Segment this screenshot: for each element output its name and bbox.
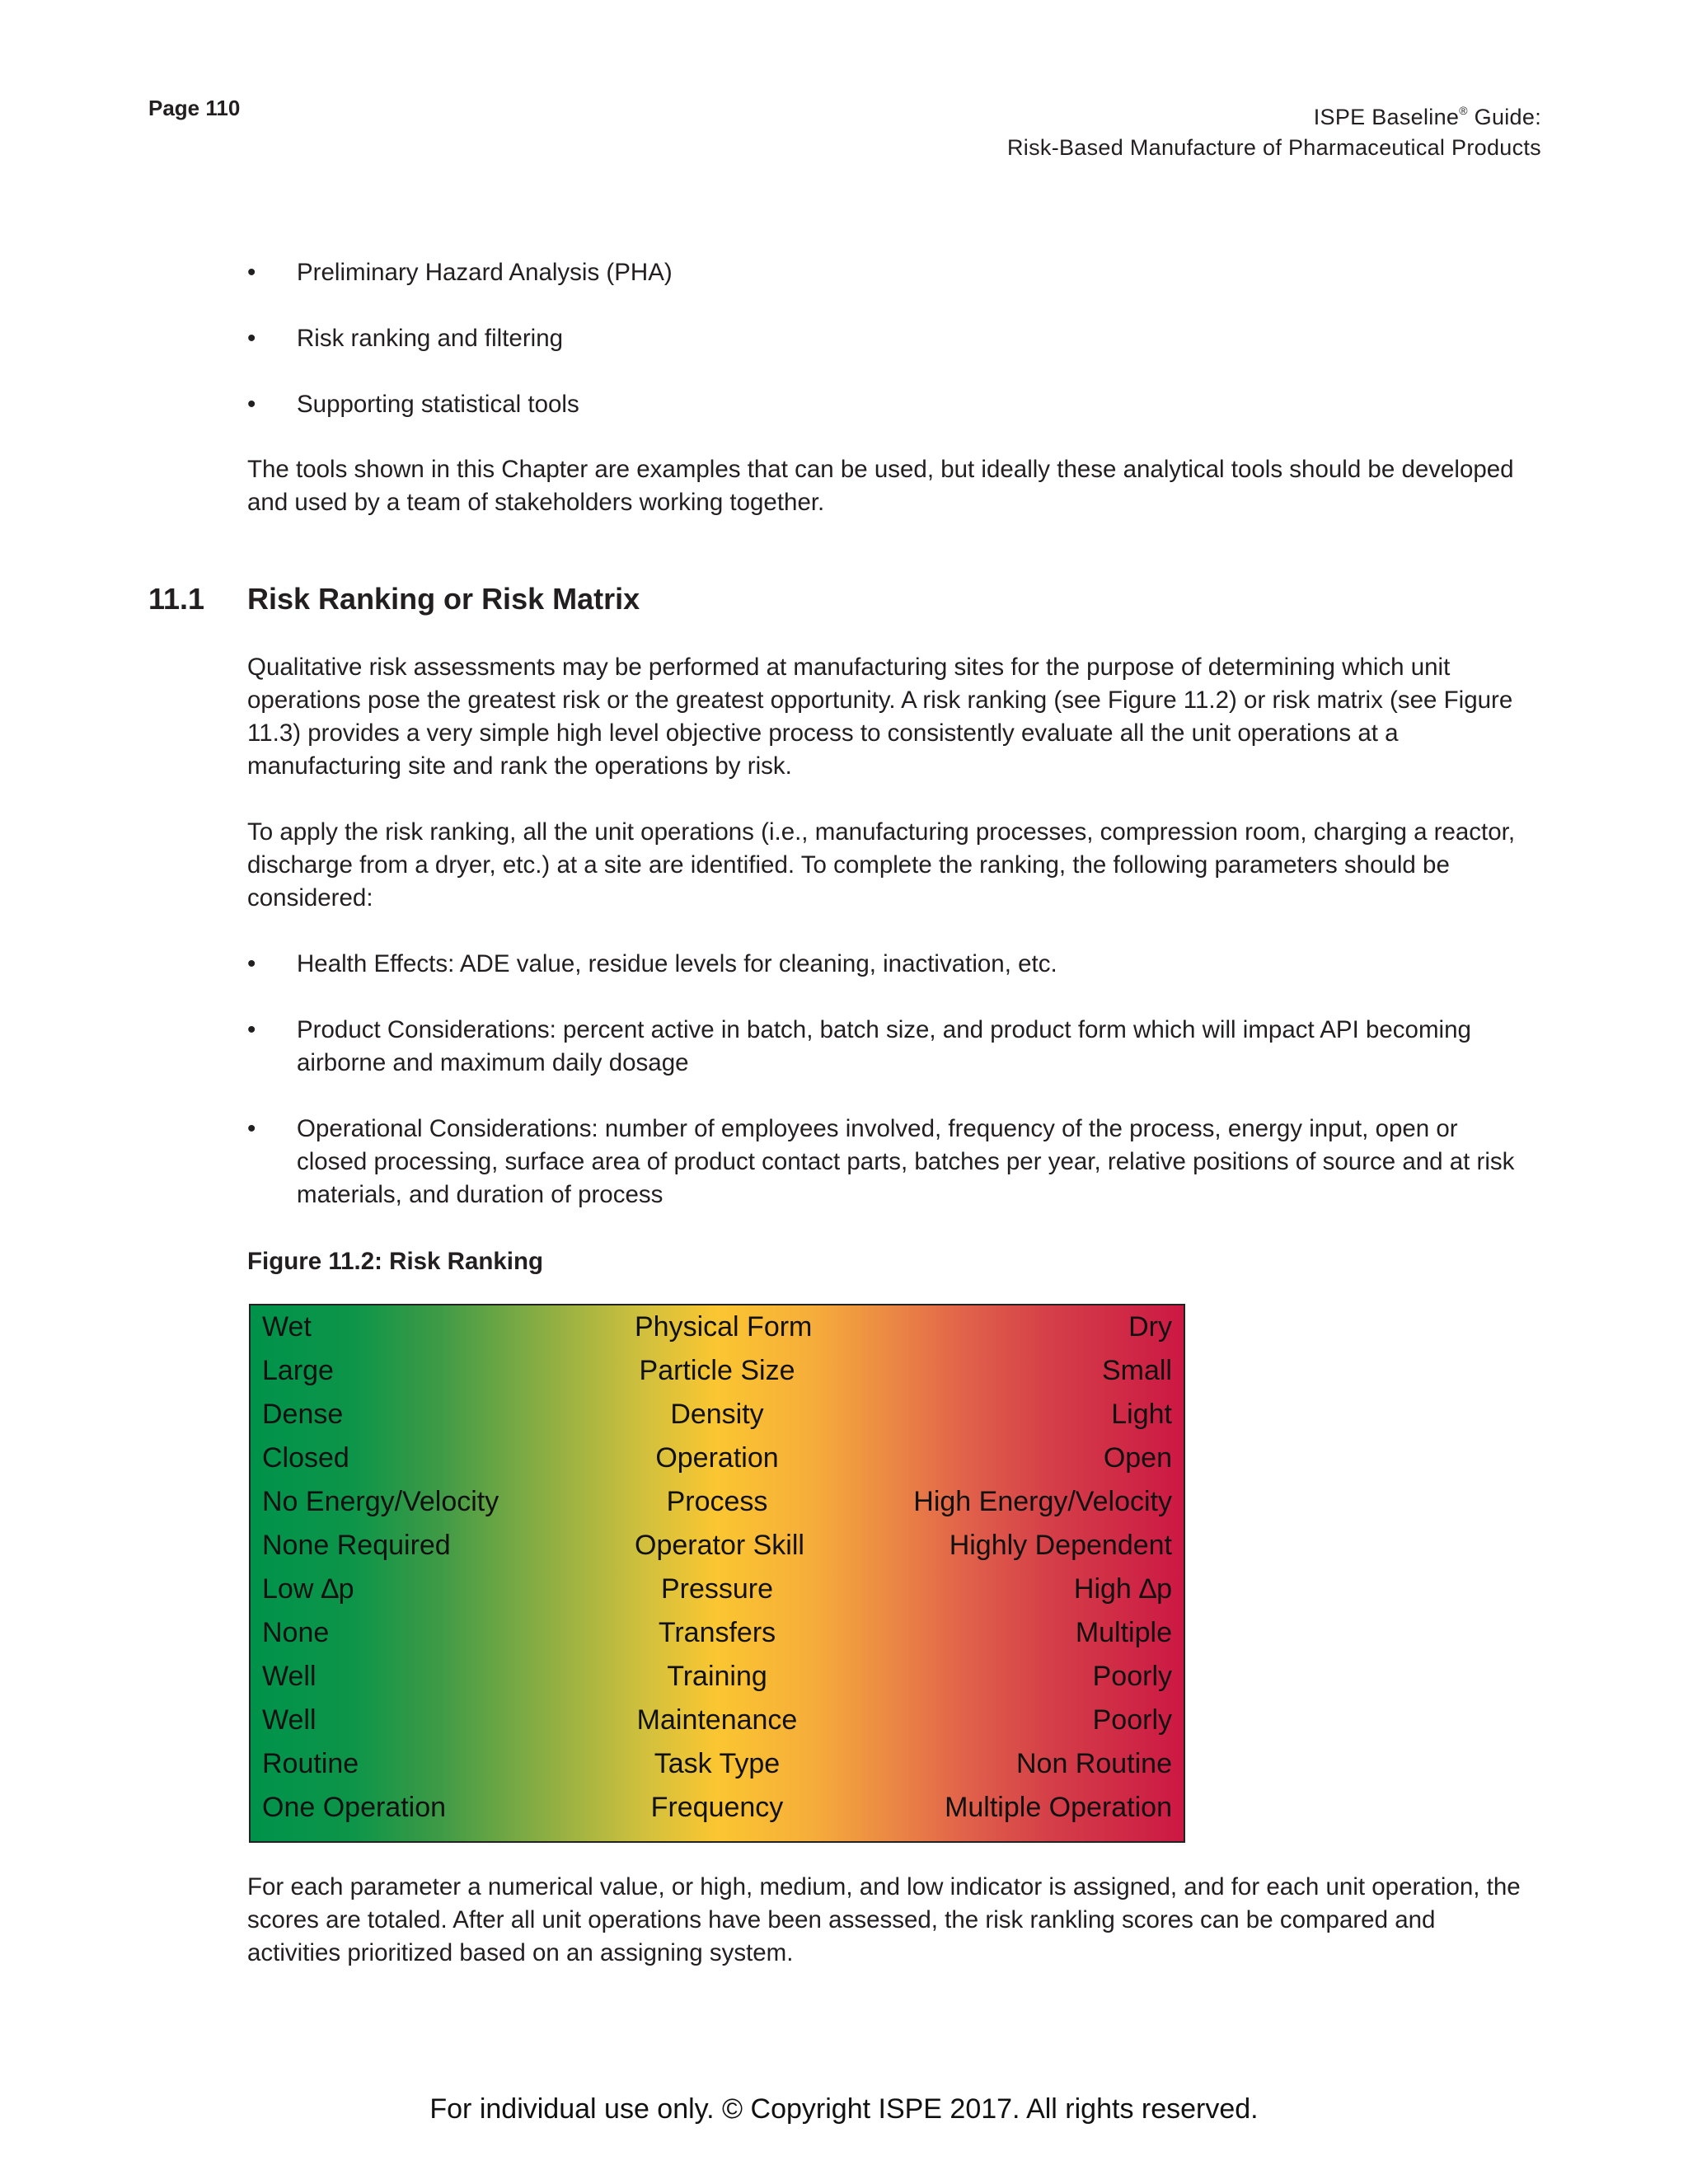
high-risk-label: Dry [1128, 1311, 1172, 1343]
bullet-marker: • [247, 391, 256, 418]
low-risk-label: Low ∆p [262, 1573, 354, 1605]
low-risk-label: Wet [262, 1311, 312, 1343]
table-row [251, 1305, 1184, 1349]
high-risk-label: Highly Dependent [949, 1530, 1172, 1561]
high-risk-label: High Energy/Velocity [913, 1486, 1172, 1517]
table-row [251, 1393, 1184, 1436]
parameter-label: Frequency [650, 1792, 784, 1823]
list-item-text: Health Effects: ADE value, residue levels for cleaning, inactivation, etc. [297, 950, 1057, 977]
table-row [251, 1349, 1184, 1393]
guide-title [1007, 96, 1541, 133]
list-item-text: Supporting statistical tools [297, 391, 579, 418]
low-risk-label: Dense [262, 1399, 344, 1430]
table-row [251, 1655, 1184, 1699]
low-risk-label: One Operation [262, 1792, 447, 1823]
parameter-label: Density [670, 1399, 764, 1430]
list-item-text: Risk ranking and filtering [297, 325, 564, 352]
low-risk-label: No Energy/Velocity [262, 1486, 499, 1517]
list-item-text: Operational Considerations: number of employees involved, frequency of the process, energy input, open or closed processing, surface area of product contact parts, batches per year, relative positions of source and at risk materials, and duration of process [297, 1115, 1515, 1208]
bullet-marker: • [247, 259, 256, 286]
section-paragraph: Qualitative risk assessments may be performed at manufacturing sites for the purpose of determining which unit operations pose the greatest risk or the greatest opportunity. A risk ranking (see Figure 11.2) or risk matrix (see Figure 11.3) provides a very simple high level objective process to consistently evaluate all the unit operations at a manufacturing site and rank the operations by risk. [247, 654, 1513, 780]
parameter-label: Particle Size [639, 1355, 795, 1386]
section-paragraph: To apply the risk ranking, all the unit operations (i.e., manufacturing processes, compression room, charging a reactor, discharge from a dryer, etc.) at a site are identified. To complete the ranking, the following parameters should be considered: [247, 818, 1516, 912]
page-number: Page 110 [148, 96, 241, 120]
section-title: Risk Ranking or Risk Matrix [247, 582, 640, 616]
high-risk-label: Open [1103, 1442, 1172, 1474]
high-risk-label: Non Routine [1015, 1748, 1172, 1779]
parameter-label: Physical Form [635, 1311, 813, 1343]
guide-title-main: ISPE Baseline [1313, 105, 1460, 129]
parameter-label: Task Type [654, 1748, 781, 1779]
guide-subtitle: Risk-Based Manufacture of Pharmaceutical Products [1007, 135, 1541, 160]
low-risk-label: Well [262, 1704, 316, 1736]
parameter-label: Operation [655, 1442, 779, 1474]
high-risk-label: Multiple Operation [945, 1792, 1172, 1823]
copyright-footer: For individual use only. © Copyright ISPE 2017. All rights reserved. [429, 2093, 1259, 2125]
low-risk-label: Well [262, 1661, 316, 1692]
table-row [251, 1742, 1184, 1786]
section-number: 11.1 [148, 582, 205, 616]
guide-title-suffix: Guide: [1467, 105, 1541, 129]
low-risk-label: Large [262, 1355, 334, 1386]
bullet-marker: • [247, 1115, 256, 1142]
figure-caption: Figure 11.2: Risk Ranking [247, 1248, 544, 1275]
bullet-marker: • [247, 325, 256, 352]
low-risk-label: None [262, 1617, 330, 1648]
parameter-label: Maintenance [636, 1704, 798, 1736]
high-risk-label: Poorly [1092, 1661, 1172, 1692]
risk-ranking-figure [249, 1304, 1185, 1843]
table-row [251, 1568, 1184, 1611]
parameter-label: Operator Skill [635, 1530, 804, 1561]
high-risk-label: High ∆p [1073, 1573, 1172, 1605]
low-risk-label: None Required [262, 1530, 451, 1561]
high-risk-label: Multiple [1075, 1617, 1172, 1648]
low-risk-label: Closed [262, 1442, 349, 1474]
parameter-label: Training [667, 1661, 767, 1692]
table-row [251, 1611, 1184, 1655]
parameter-label: Process [666, 1486, 768, 1517]
registered-mark: ® [1459, 104, 1468, 117]
table-row [251, 1436, 1184, 1480]
parameter-label: Transfers [658, 1617, 776, 1648]
high-risk-label: Light [1111, 1399, 1172, 1430]
bullet-marker: • [247, 1016, 256, 1043]
bullet-marker: • [247, 950, 256, 977]
high-risk-label: Small [1101, 1355, 1172, 1386]
closing-paragraph: For each parameter a numerical value, or high, medium, and low indicator is assigned, and for each unit operation, the scores are totaled. After all unit operations have been assessed, the risk rankling scores can be compared and activities prioritized based on an assigning system. [247, 1873, 1521, 1966]
list-item-text: Preliminary Hazard Analysis (PHA) [297, 259, 673, 286]
running-header [1007, 96, 1541, 163]
high-risk-label: Poorly [1092, 1704, 1172, 1736]
list-item-text: Product Considerations: percent active in batch, batch size, and product form which will impact API becoming airborne and maximum daily dosage [297, 1016, 1471, 1076]
intro-paragraph: The tools shown in this Chapter are examples that can be used, but ideally these analytical tools should be developed and used by a team of stakeholders working together. [247, 456, 1514, 516]
table-row [251, 1480, 1184, 1524]
parameter-label: Pressure [660, 1573, 774, 1605]
table-row [251, 1786, 1184, 1830]
table-row [251, 1699, 1184, 1742]
low-risk-label: Routine [262, 1748, 359, 1779]
table-row [251, 1524, 1184, 1568]
